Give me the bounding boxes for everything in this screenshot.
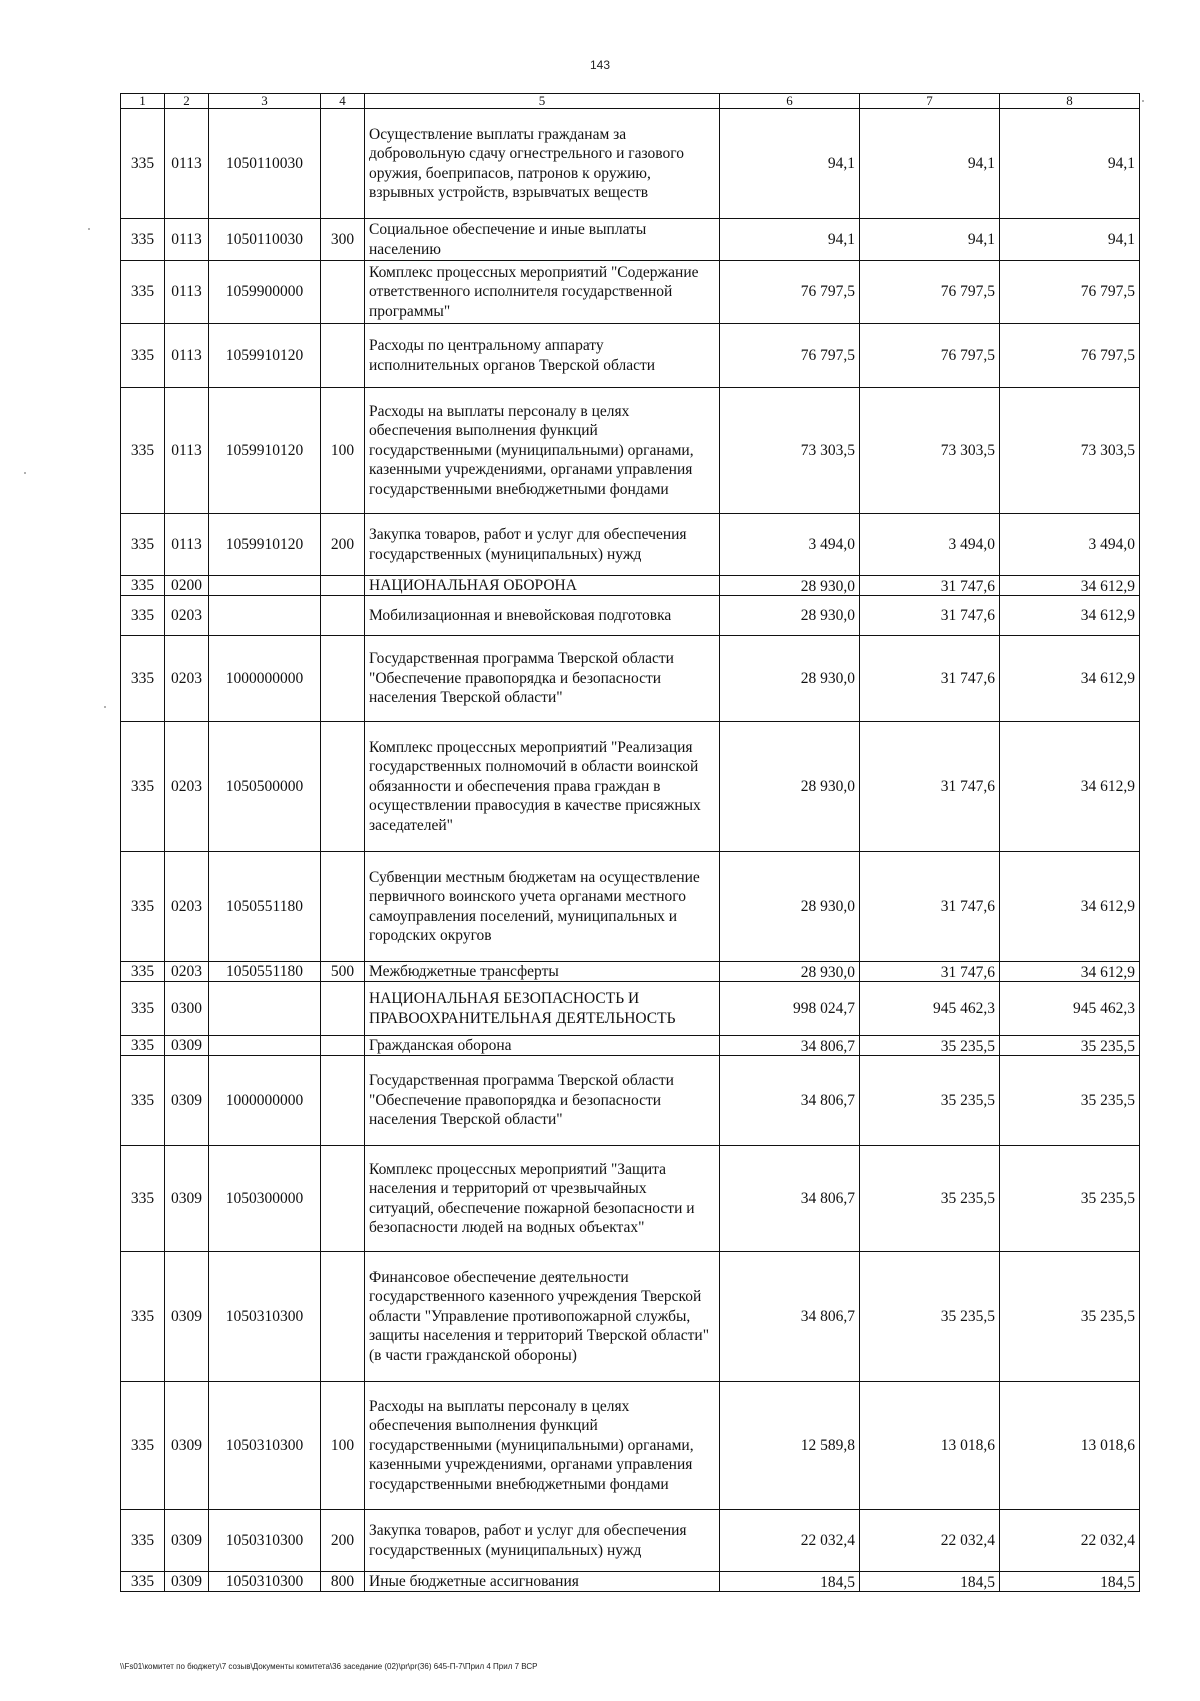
row-name: Государственная программа Тверской области "Обеспечение правопорядка и безопасности населения Тверской области" — [365, 636, 720, 722]
table-row — [121, 324, 1140, 388]
code-section: 0309 — [165, 1146, 209, 1252]
code-target-article: 1050551180 — [209, 852, 321, 962]
amount-col8: 94,1 — [1000, 219, 1140, 261]
code-target-article: 1059910120 — [209, 514, 321, 576]
amount-col7: 35 235,5 — [860, 1036, 1000, 1056]
row-name: Комплекс процессных мероприятий "Защита населения и территорий от чрезвычайных ситуаций, обеспечение пожарной безопасности и безопасности людей на водных объектах" — [365, 1146, 720, 1252]
table-row — [121, 596, 1140, 636]
amount-col7: 35 235,5 — [860, 1252, 1000, 1382]
code-target-article: 1050310300 — [209, 1510, 321, 1572]
amount-col8: 34 612,9 — [1000, 636, 1140, 722]
amount-col6: 28 930,0 — [720, 576, 860, 596]
row-name: НАЦИОНАЛЬНАЯ ОБОРОНА — [365, 576, 720, 596]
code-target-article: 1000000000 — [209, 1056, 321, 1146]
code-ministry: 335 — [121, 1382, 165, 1510]
code-target-article: 1050300000 — [209, 1146, 321, 1252]
row-name: НАЦИОНАЛЬНАЯ БЕЗОПАСНОСТЬ И ПРАВООХРАНИТЕЛЬНАЯ ДЕЯТЕЛЬНОСТЬ — [365, 982, 720, 1036]
column-header: 5 — [365, 94, 720, 109]
code-target-article: 1050310300 — [209, 1572, 321, 1592]
table-row — [121, 1252, 1140, 1382]
amount-col6: 34 806,7 — [720, 1146, 860, 1252]
amount-col6: 34 806,7 — [720, 1056, 860, 1146]
code-target-article: 1050110030 — [209, 219, 321, 261]
amount-col8: 34 612,9 — [1000, 596, 1140, 636]
code-ministry: 335 — [121, 962, 165, 982]
amount-col7: 945 462,3 — [860, 982, 1000, 1036]
table-row — [121, 982, 1140, 1036]
code-ministry: 335 — [121, 636, 165, 722]
table-row — [121, 219, 1140, 261]
table-row — [121, 636, 1140, 722]
row-name: Комплекс процессных мероприятий "Содержание ответственного исполнителя государственной программы" — [365, 261, 720, 324]
code-ministry: 335 — [121, 576, 165, 596]
code-expense-type: 100 — [321, 1382, 365, 1510]
code-target-article: 1050551180 — [209, 962, 321, 982]
code-target-article — [209, 982, 321, 1036]
code-section: 0203 — [165, 722, 209, 852]
table-row — [121, 1146, 1140, 1252]
amount-col8: 22 032,4 — [1000, 1510, 1140, 1572]
code-target-article: 1050110030 — [209, 109, 321, 219]
column-header: 6 — [720, 94, 860, 109]
code-section: 0300 — [165, 982, 209, 1036]
code-section: 0309 — [165, 1056, 209, 1146]
code-ministry: 335 — [121, 1572, 165, 1592]
code-expense-type — [321, 1056, 365, 1146]
amount-col6: 184,5 — [720, 1572, 860, 1592]
code-expense-type — [321, 576, 365, 596]
amount-col6: 28 930,0 — [720, 852, 860, 962]
code-target-article: 1050310300 — [209, 1252, 321, 1382]
amount-col7: 31 747,6 — [860, 852, 1000, 962]
amount-col8: 34 612,9 — [1000, 722, 1140, 852]
scan-speck — [1142, 100, 1144, 102]
amount-col8: 184,5 — [1000, 1572, 1140, 1592]
code-ministry: 335 — [121, 514, 165, 576]
code-target-article — [209, 576, 321, 596]
table-row — [121, 722, 1140, 852]
row-name: Расходы по центральному аппарату исполнительных органов Тверской области — [365, 324, 720, 388]
code-section: 0113 — [165, 109, 209, 219]
amount-col6: 34 806,7 — [720, 1036, 860, 1056]
scan-speck — [104, 706, 106, 708]
code-section: 0309 — [165, 1252, 209, 1382]
code-expense-type — [321, 1036, 365, 1056]
row-name: Расходы на выплаты персоналу в целях обеспечения выполнения функций государственными (муниципальными) органами, казенными учреждениями, органами управления государственными внебюджетными фондами — [365, 1382, 720, 1510]
amount-col6: 76 797,5 — [720, 324, 860, 388]
scan-speck — [24, 472, 26, 474]
code-target-article: 1059910120 — [209, 388, 321, 514]
code-section: 0113 — [165, 324, 209, 388]
row-name: Осуществление выплаты гражданам за добровольную сдачу огнестрельного и газового оружия, боеприпасов, патронов к оружию, взрывных устройств, взрывчатых веществ — [365, 109, 720, 219]
amount-col7: 35 235,5 — [860, 1056, 1000, 1146]
amount-col7: 22 032,4 — [860, 1510, 1000, 1572]
amount-col8: 35 235,5 — [1000, 1036, 1140, 1056]
code-expense-type: 200 — [321, 1510, 365, 1572]
amount-col7: 3 494,0 — [860, 514, 1000, 576]
row-name: Субвенции местным бюджетам на осуществление первичного воинского учета органами местного самоуправления поселений, муниципальных и городских округов — [365, 852, 720, 962]
amount-col8: 35 235,5 — [1000, 1252, 1140, 1382]
code-expense-type — [321, 722, 365, 852]
row-name: Закупка товаров, работ и услуг для обеспечения государственных (муниципальных) нужд — [365, 514, 720, 576]
code-ministry: 335 — [121, 1056, 165, 1146]
code-section: 0113 — [165, 261, 209, 324]
amount-col7: 31 747,6 — [860, 596, 1000, 636]
row-name: Закупка товаров, работ и услуг для обеспечения государственных (муниципальных) нужд — [365, 1510, 720, 1572]
page-number: 143 — [589, 58, 611, 72]
amount-col8: 13 018,6 — [1000, 1382, 1140, 1510]
amount-col6: 12 589,8 — [720, 1382, 860, 1510]
amount-col8: 3 494,0 — [1000, 514, 1140, 576]
table-row — [121, 852, 1140, 962]
amount-col6: 73 303,5 — [720, 388, 860, 514]
table-row — [121, 962, 1140, 982]
row-name: Гражданская оборона — [365, 1036, 720, 1056]
code-ministry: 335 — [121, 982, 165, 1036]
amount-col7: 73 303,5 — [860, 388, 1000, 514]
table-row — [121, 514, 1140, 576]
code-ministry: 335 — [121, 324, 165, 388]
code-section: 0203 — [165, 636, 209, 722]
code-expense-type — [321, 1146, 365, 1252]
code-expense-type — [321, 324, 365, 388]
amount-col7: 94,1 — [860, 109, 1000, 219]
code-ministry: 335 — [121, 1036, 165, 1056]
column-header: 4 — [321, 94, 365, 109]
code-target-article: 1059900000 — [209, 261, 321, 324]
amount-col8: 945 462,3 — [1000, 982, 1140, 1036]
code-ministry: 335 — [121, 852, 165, 962]
column-header: 1 — [121, 94, 165, 109]
amount-col8: 35 235,5 — [1000, 1146, 1140, 1252]
code-expense-type: 300 — [321, 219, 365, 261]
code-section: 0203 — [165, 962, 209, 982]
amount-col8: 94,1 — [1000, 109, 1140, 219]
row-name: Финансовое обеспечение деятельности государственного казенного учреждения Тверской области "Управление противопожарной службы, защиты населения и территорий Тверской области" (в части гражданской обороны) — [365, 1252, 720, 1382]
amount-col6: 94,1 — [720, 109, 860, 219]
amount-col7: 31 747,6 — [860, 636, 1000, 722]
code-section: 0113 — [165, 219, 209, 261]
code-section: 0309 — [165, 1572, 209, 1592]
code-expense-type — [321, 852, 365, 962]
file-path-footer: \\Fs01\комитет по бюджету\7 созыв\Документы комитета\36 заседание (02)\pr\pr(36) 645-П-7\Прил 4 Прил 7 ВСР — [120, 1662, 538, 1671]
code-expense-type — [321, 1252, 365, 1382]
code-ministry: 335 — [121, 1252, 165, 1382]
amount-col7: 76 797,5 — [860, 261, 1000, 324]
amount-col8: 76 797,5 — [1000, 324, 1140, 388]
column-header: 2 — [165, 94, 209, 109]
code-section: 0203 — [165, 596, 209, 636]
amount-col8: 34 612,9 — [1000, 576, 1140, 596]
table-row — [121, 576, 1140, 596]
code-target-article: 1050310300 — [209, 1382, 321, 1510]
column-number-header — [121, 94, 1140, 109]
amount-col6: 22 032,4 — [720, 1510, 860, 1572]
amount-col7: 184,5 — [860, 1572, 1000, 1592]
column-header: 8 — [1000, 94, 1140, 109]
amount-col6: 28 930,0 — [720, 596, 860, 636]
row-name: Комплекс процессных мероприятий "Реализация государственных полномочий в области воинской обязанности и обеспечения права граждан в осуществлении правосудия в качестве присяжных заседателей" — [365, 722, 720, 852]
code-expense-type — [321, 261, 365, 324]
table-row — [121, 1382, 1140, 1510]
code-expense-type: 800 — [321, 1572, 365, 1592]
amount-col7: 35 235,5 — [860, 1146, 1000, 1252]
amount-col6: 28 930,0 — [720, 636, 860, 722]
amount-col7: 76 797,5 — [860, 324, 1000, 388]
amount-col8: 76 797,5 — [1000, 261, 1140, 324]
amount-col8: 34 612,9 — [1000, 962, 1140, 982]
code-section: 0200 — [165, 576, 209, 596]
code-expense-type: 100 — [321, 388, 365, 514]
amount-col8: 35 235,5 — [1000, 1056, 1140, 1146]
table-row — [121, 109, 1140, 219]
row-name: Мобилизационная и вневойсковая подготовка — [365, 596, 720, 636]
amount-col6: 76 797,5 — [720, 261, 860, 324]
scan-speck — [88, 228, 90, 230]
amount-col6: 28 930,0 — [720, 962, 860, 982]
amount-col6: 998 024,7 — [720, 982, 860, 1036]
budget-table — [120, 93, 1140, 1592]
row-name: Государственная программа Тверской области "Обеспечение правопорядка и безопасности населения Тверской области" — [365, 1056, 720, 1146]
code-ministry: 335 — [121, 596, 165, 636]
code-target-article: 1059910120 — [209, 324, 321, 388]
amount-col7: 94,1 — [860, 219, 1000, 261]
code-expense-type: 500 — [321, 962, 365, 982]
code-ministry: 335 — [121, 219, 165, 261]
column-header: 3 — [209, 94, 321, 109]
amount-col6: 3 494,0 — [720, 514, 860, 576]
code-ministry: 335 — [121, 1146, 165, 1252]
code-ministry: 335 — [121, 722, 165, 852]
row-name: Иные бюджетные ассигнования — [365, 1572, 720, 1592]
column-header: 7 — [860, 94, 1000, 109]
code-ministry: 335 — [121, 109, 165, 219]
code-target-article — [209, 596, 321, 636]
row-name: Социальное обеспечение и иные выплаты населению — [365, 219, 720, 261]
row-name: Межбюджетные трансферты — [365, 962, 720, 982]
table-row — [121, 1510, 1140, 1572]
code-target-article: 1050500000 — [209, 722, 321, 852]
code-ministry: 335 — [121, 388, 165, 514]
amount-col8: 34 612,9 — [1000, 852, 1140, 962]
code-section: 0309 — [165, 1036, 209, 1056]
amount-col7: 13 018,6 — [860, 1382, 1000, 1510]
table-row — [121, 388, 1140, 514]
code-expense-type — [321, 636, 365, 722]
amount-col7: 31 747,6 — [860, 722, 1000, 852]
code-section: 0309 — [165, 1382, 209, 1510]
table-row — [121, 1036, 1140, 1056]
table-row — [121, 1056, 1140, 1146]
amount-col6: 34 806,7 — [720, 1252, 860, 1382]
code-expense-type: 200 — [321, 514, 365, 576]
code-target-article: 1000000000 — [209, 636, 321, 722]
amount-col8: 73 303,5 — [1000, 388, 1140, 514]
amount-col7: 31 747,6 — [860, 962, 1000, 982]
code-expense-type — [321, 109, 365, 219]
code-section: 0113 — [165, 388, 209, 514]
code-section: 0113 — [165, 514, 209, 576]
code-section: 0203 — [165, 852, 209, 962]
table-row — [121, 1572, 1140, 1592]
code-expense-type — [321, 982, 365, 1036]
code-ministry: 335 — [121, 261, 165, 324]
table-row — [121, 261, 1140, 324]
amount-col7: 31 747,6 — [860, 576, 1000, 596]
code-section: 0309 — [165, 1510, 209, 1572]
code-expense-type — [321, 596, 365, 636]
code-ministry: 335 — [121, 1510, 165, 1572]
amount-col6: 28 930,0 — [720, 722, 860, 852]
amount-col6: 94,1 — [720, 219, 860, 261]
row-name: Расходы на выплаты персоналу в целях обеспечения выполнения функций государственными (муниципальными) органами, казенными учреждениями, органами управления государственными внебюджетными фондами — [365, 388, 720, 514]
code-target-article — [209, 1036, 321, 1056]
